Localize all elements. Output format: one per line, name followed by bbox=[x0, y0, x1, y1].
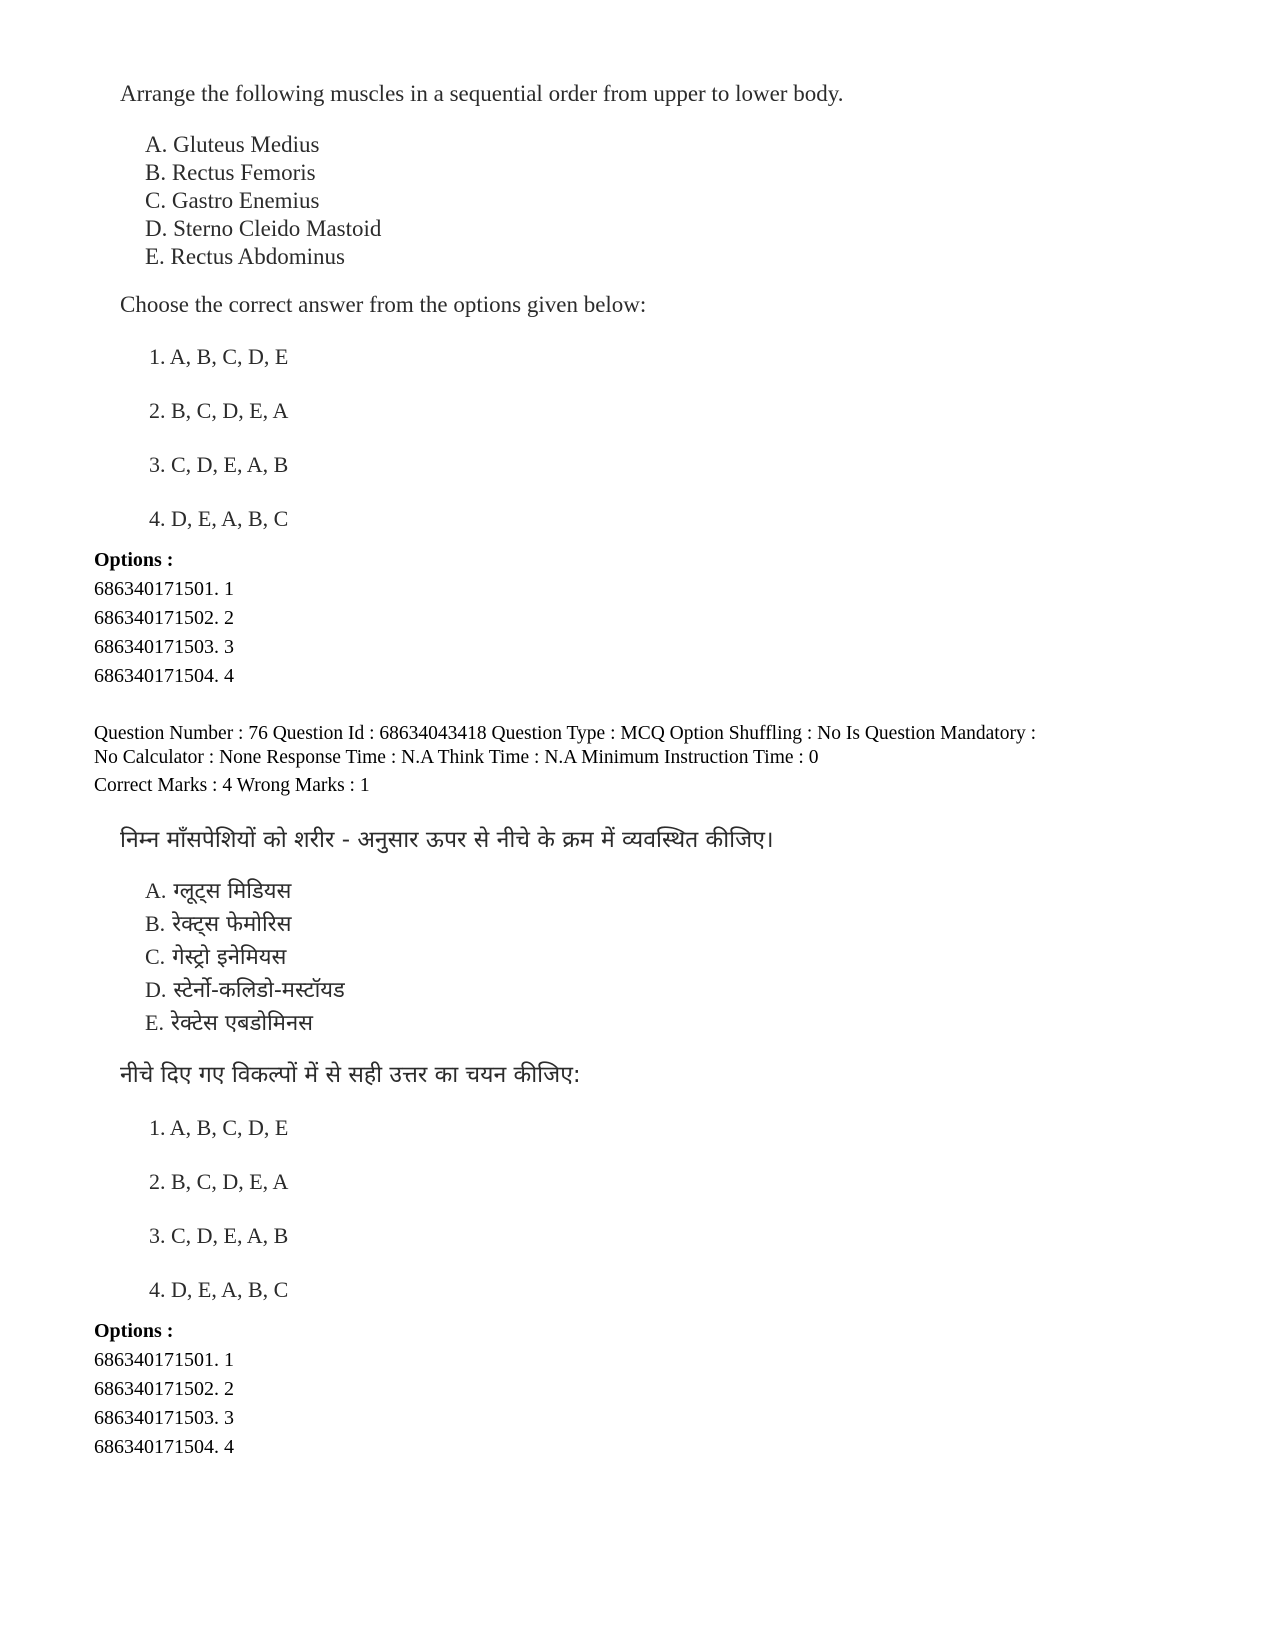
q76-item-letter: A. bbox=[145, 878, 167, 903]
q76-choose-instruction: नीचे दिए गए विकल्पों में से सही उत्तर का चयन कीजिए: bbox=[120, 1062, 581, 1088]
q75-answer-list bbox=[120, 343, 1120, 533]
q76-question-image bbox=[120, 825, 1120, 1330]
q76-answer: 4. D, E, A, B, C bbox=[149, 1277, 289, 1302]
q76-options-title: Options : bbox=[94, 1320, 174, 1342]
q76-item-letter: D. bbox=[145, 977, 167, 1002]
q76-item-text: स्टेर्नो-कलिडो-मस्टॉयड bbox=[173, 978, 345, 1003]
q76-answer: 1. A, B, C, D, E bbox=[149, 1115, 289, 1140]
q76-option-id: 686340171504. 4 bbox=[94, 1436, 234, 1458]
q75-choose-instruction: Choose the correct answer from the options given below: bbox=[120, 292, 647, 317]
q76-option-id: 686340171501. 1 bbox=[94, 1349, 234, 1371]
q76-item bbox=[120, 941, 1120, 974]
q75-item: C. Gastro Enemius bbox=[145, 188, 320, 213]
q75-options-block bbox=[94, 546, 1214, 691]
q76-item-letter: B. bbox=[145, 911, 166, 936]
q76-item bbox=[120, 908, 1120, 941]
q75-answer: 3. C, D, E, A, B bbox=[149, 452, 289, 477]
q75-answer: 2. B, C, D, E, A bbox=[149, 398, 289, 423]
q76-item-letter: E. bbox=[145, 1010, 164, 1035]
q76-answer: 2. B, C, D, E, A bbox=[149, 1169, 289, 1194]
q75-answer: 4. D, E, A, B, C bbox=[149, 506, 289, 531]
q75-item-list bbox=[120, 131, 1120, 271]
q76-item-text: ग्लूट्स मिडियस bbox=[173, 879, 292, 904]
q76-option-id: 686340171503. 3 bbox=[94, 1407, 234, 1429]
q75-option-id: 686340171503. 3 bbox=[94, 636, 234, 658]
q76-answer: 3. C, D, E, A, B bbox=[149, 1223, 289, 1248]
q75-option-id: 686340171502. 2 bbox=[94, 607, 234, 629]
q75-option-id: 686340171501. 1 bbox=[94, 578, 234, 600]
q75-stem: Arrange the following muscles in a sequential order from upper to lower body. bbox=[120, 81, 844, 106]
q76-item bbox=[120, 875, 1120, 908]
q75-option-id: 686340171504. 4 bbox=[94, 665, 234, 687]
q76-options-block bbox=[94, 1317, 1214, 1462]
q76-option-id: 686340171502. 2 bbox=[94, 1378, 234, 1400]
q76-meta-line: Question Number : 76 Question Id : 68634043418 Question Type : MCQ Option Shuffling : No Is Question Mandatory : bbox=[94, 723, 1036, 744]
q76-item-text: गेस्ट्रो इनेमियस bbox=[172, 945, 287, 970]
q75-item: B. Rectus Femoris bbox=[145, 160, 316, 185]
q76-stem: निम्न माँसपेशियों को शरीर - अनुसार ऊपर से नीचे के क्रम में व्यवस्थित कीजिए। bbox=[120, 827, 774, 853]
q75-answer: 1. A, B, C, D, E bbox=[149, 344, 289, 369]
q75-question-image bbox=[120, 80, 1120, 559]
q75-item: A. Gluteus Medius bbox=[145, 132, 320, 157]
q76-item bbox=[120, 974, 1120, 1007]
q76-item-text: रेक्ट्स फेमोरिस bbox=[172, 912, 292, 937]
q75-options-title: Options : bbox=[94, 549, 174, 571]
q76-answer-list bbox=[120, 1114, 1120, 1304]
q76-meta-block bbox=[94, 722, 1214, 798]
q76-meta-line: No Calculator : None Response Time : N.A Think Time : N.A Minimum Instruction Time : 0 bbox=[94, 747, 819, 768]
q76-item-list bbox=[120, 875, 1120, 1040]
q76-item bbox=[120, 1007, 1120, 1040]
q75-item: E. Rectus Abdominus bbox=[145, 244, 345, 269]
q76-item-text: रेक्टेस एबडोमिनस bbox=[170, 1011, 314, 1036]
q75-item: D. Sterno Cleido Mastoid bbox=[145, 216, 382, 241]
q76-marks-line: Correct Marks : 4 Wrong Marks : 1 bbox=[94, 775, 370, 796]
q76-item-letter: C. bbox=[145, 944, 166, 969]
